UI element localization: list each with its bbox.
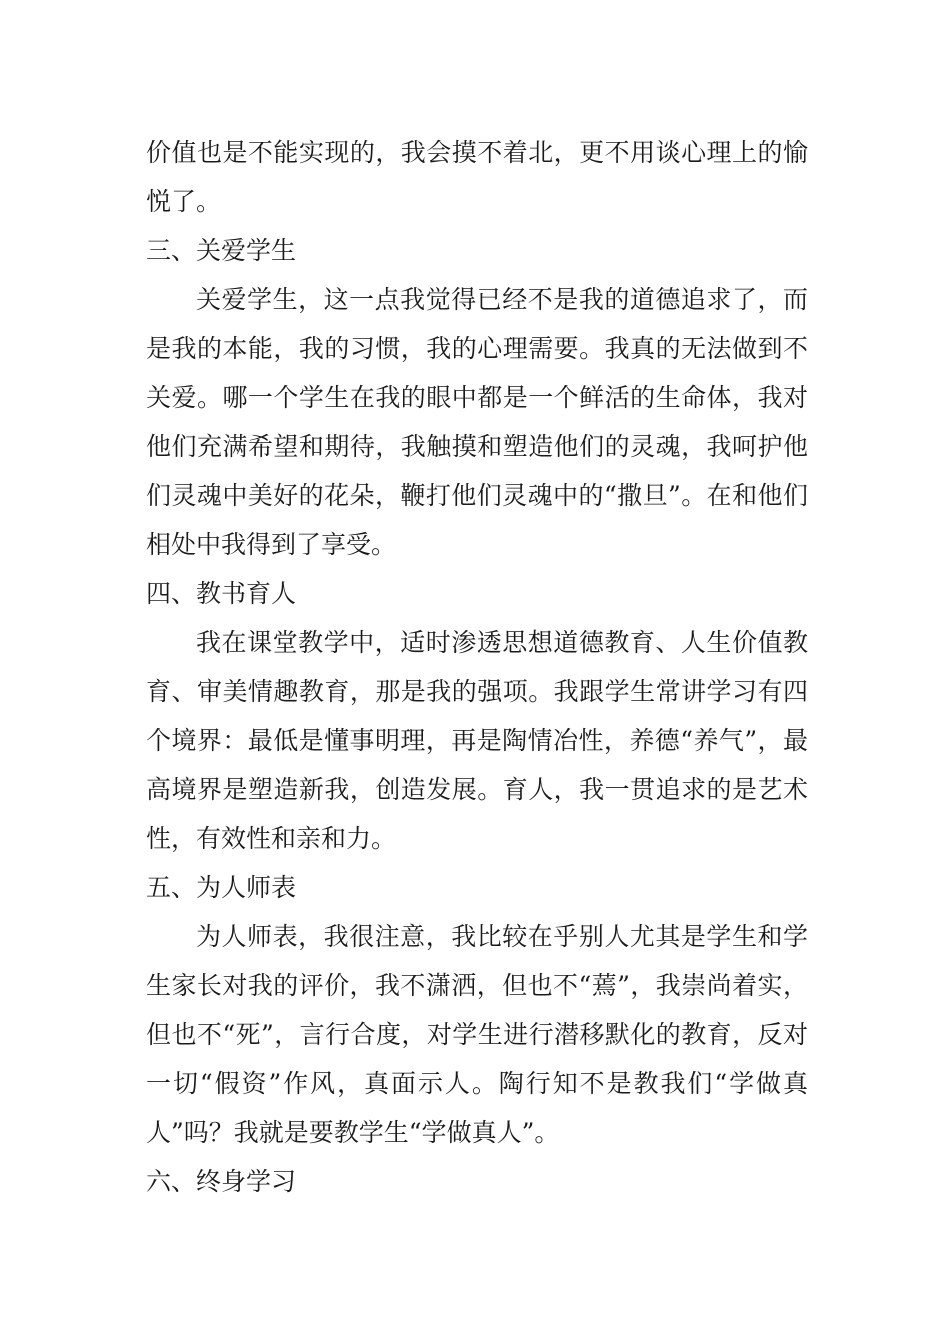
paragraph-continued: 价值也是不能实现的，我会摸不着北，更不用谈心理上的愉悦了。: [146, 138, 808, 216]
paragraph-teaching: 我在课堂教学中，适时渗透思想道德教育、人生价值教育、审美情趣教育，那是我的强项。我跟学生常讲学习有四个境界：最低是懂事明理，再是陶情冶性，养德“养气”，最高境界是塑造新我，创造发展。育人，我一贯追求的是艺术性，有效性和亲和力。: [146, 628, 808, 853]
section-heading-care-students: 三、关爱学生: [146, 236, 297, 265]
section-heading-teaching: 四、教书育人: [146, 579, 297, 608]
section-heading-lifelong-learning: 六、终身学习: [146, 1167, 297, 1196]
paragraph-care-students: 关爱学生，这一点我觉得已经不是我的道德追求了，而是我的本能，我的习惯，我的心理需要。我真的无法做到不关爱。哪一个学生在我的眼中都是一个鲜活的生命体，我对他们充满希望和期待，我触摸和塑造他们的灵魂，我呵护他们灵魂中美好的花朵，鞭打他们灵魂中的“撒旦”。在和他们相处中我得到了享受。: [146, 285, 808, 559]
document-body: [146, 128, 808, 1206]
section-heading-role-model: 五、为人师表: [146, 873, 297, 902]
paragraph-role-model: 为人师表，我很注意，我比较在乎别人尤其是学生和学生家长对我的评价，我不潇洒，但也不“蔫”，我崇尚着实，但也不“死”，言行合度，对学生进行潜移默化的教育，反对一切“假资”作风，真面示人。陶行知不是教我们“学做真人”吗？我就是要教学生“学做真人”。: [146, 922, 808, 1147]
